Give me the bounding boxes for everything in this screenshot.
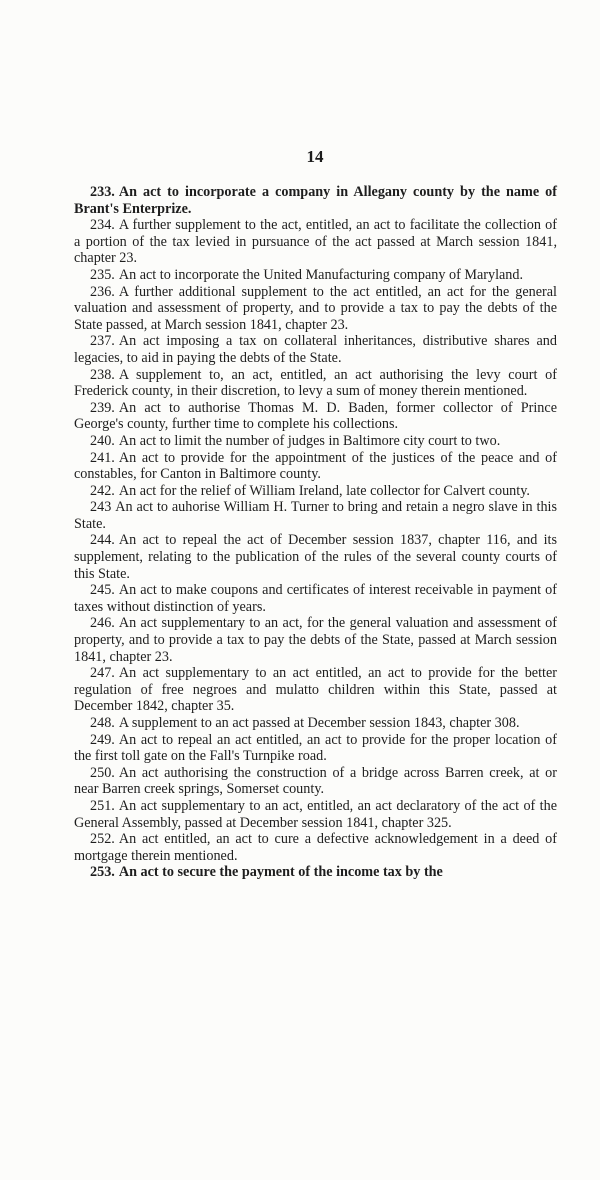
act-text: An act supplementary to an act, for the general valuation and assessment of property, and to provide a tax to pay the debts of the State, passed at March session 1841, chapter 23. — [74, 615, 557, 665]
act-text: An act entitled, an act to cure a defective acknowledgement in a deed of mortgage therein mentioned. — [74, 831, 557, 864]
act-entry — [74, 483, 557, 500]
act-number: 237. — [90, 333, 115, 350]
act-entry — [74, 615, 557, 665]
act-entry — [74, 267, 557, 284]
act-text: A further additional supplement to the act entitled, an act for the general valuation and assessment of property, and to provide a tax to pay the debts of the State passed, at March session 1841, chapter 23. — [74, 283, 557, 333]
act-number: 248. — [90, 715, 115, 731]
act-number: 252. — [90, 831, 115, 848]
act-number: 234. — [90, 217, 115, 234]
act-entry — [74, 765, 557, 798]
act-number: 239. — [90, 399, 115, 416]
acts-list — [74, 184, 557, 881]
act-number: 241. — [90, 449, 115, 466]
act-entry — [74, 400, 557, 433]
act-text: An act imposing a tax on collateral inheritances, distributive shares and legacies, to aid in paying the debts of the State. — [74, 333, 557, 366]
act-entry — [74, 715, 557, 732]
act-text: A supplement to, an act, entitled, an act authorising the levy court of Frederick county, in their discretion, to levy a sum of money therein mentioned. — [74, 366, 557, 400]
act-entry — [74, 450, 557, 483]
act-entry — [74, 864, 557, 881]
act-text: An act to secure the payment of the income tax by the — [118, 864, 443, 881]
act-text: An act to make coupons and certificates of interest receivable in payment of taxes without distinction of years. — [74, 582, 557, 615]
act-entry — [74, 831, 557, 864]
act-text: A further supplement to the act, entitled, an act to facilitate the collection of a portion of the tax levied in pursuance of the act passed at March session 1841, chapter 23. — [74, 217, 557, 267]
act-text: An act to auhorise William H. Turner to bring and retain a negro slave in this State. — [74, 499, 557, 532]
act-entry — [74, 333, 557, 366]
act-entry — [74, 732, 557, 765]
act-entry — [74, 217, 557, 267]
act-entry — [74, 532, 557, 582]
act-text: An act for the relief of William Ireland, late collector for Calvert county. — [118, 482, 530, 499]
page-number: 14 — [306, 147, 324, 166]
act-text: An act authorising the construction of a bridge across Barren creek, at or near Barren creek springs, Somerset county. — [74, 764, 557, 798]
act-entry — [74, 798, 557, 831]
act-number: 247. — [90, 665, 115, 682]
act-number: 251. — [90, 797, 115, 814]
act-entry — [74, 499, 557, 532]
act-text: An act supplementary to an act entitled, an act to provide for the better regulation of free negroes and mulatto children within this State, passed at December 1842, chapter 35. — [74, 665, 557, 715]
act-number: 244. — [90, 532, 115, 549]
act-number: 235. — [90, 266, 115, 283]
act-text: An act to limit the number of judges in Baltimore city court to two. — [118, 432, 501, 449]
act-number: 249. — [90, 731, 115, 748]
act-number: 238. — [90, 366, 115, 383]
act-entry — [74, 184, 557, 217]
act-number: 253. — [90, 864, 115, 881]
act-text: A supplement to an act passed at December session 1843, chapter 308. — [118, 715, 520, 731]
act-number: 240. — [90, 432, 115, 449]
act-number: 236. — [90, 283, 115, 300]
act-entry — [74, 433, 557, 450]
act-entry — [74, 582, 557, 615]
act-number: 242. — [90, 482, 115, 499]
act-entry — [74, 665, 557, 715]
act-text: An act to authorise Thomas M. D. Baden, former collector of Prince George's county, further time to complete his collections. — [74, 399, 557, 433]
act-number: 243 — [90, 499, 112, 516]
act-text: An act to incorporate a company in Allegany county by the name of Brant's Enterprize. — [74, 184, 557, 217]
act-text: An act supplementary to an act, entitled, an act declaratory of the act of the General Assembly, passed at December session 1841, chapter 325. — [74, 797, 557, 831]
act-text: An act to repeal an act entitled, an act to provide for the proper location of the first toll gate on the Fall's Turnpike road. — [74, 731, 557, 765]
act-number: 250. — [90, 764, 115, 781]
act-number: 233. — [90, 184, 115, 200]
act-text: An act to provide for the appointment of the justices of the peace and of constables, for Canton in Baltimore county. — [74, 449, 557, 483]
act-text: An act to repeal the act of December session 1837, chapter 116, and its supplement, relating to the publication of the rules of the several county courts of this State. — [74, 532, 557, 582]
act-text: An act to incorporate the United Manufacturing company of Maryland. — [118, 266, 524, 283]
act-entry — [74, 284, 557, 334]
act-number: 245. — [90, 582, 115, 599]
act-entry — [74, 367, 557, 400]
act-number: 246. — [90, 615, 115, 632]
